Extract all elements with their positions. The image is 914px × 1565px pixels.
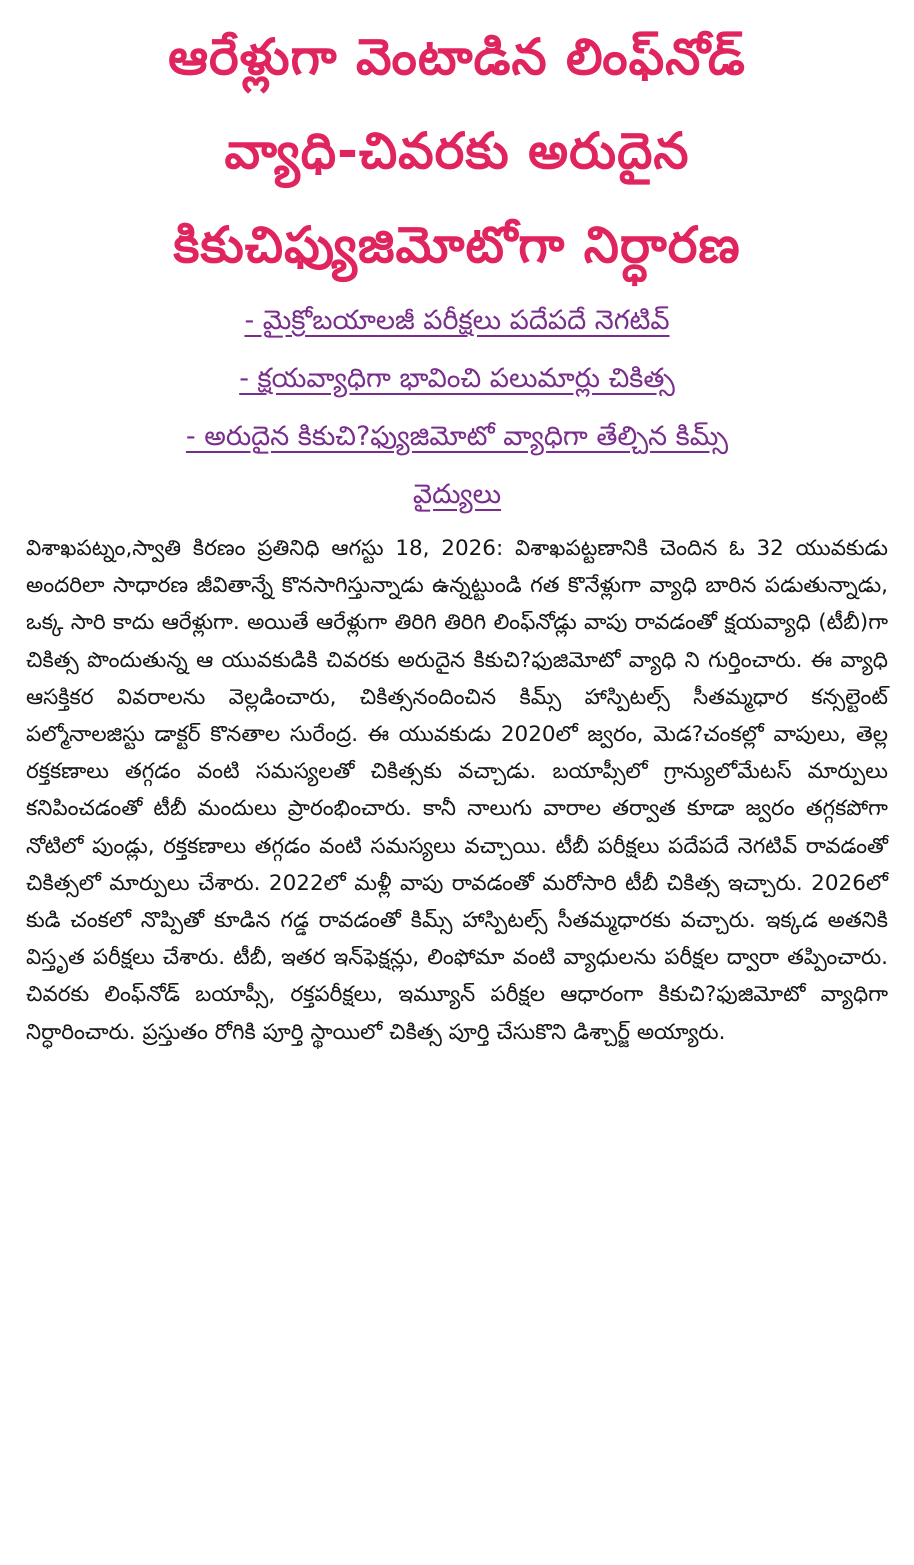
subheading-text: వైద్యులు [412,479,502,510]
subheading-2 [26,350,888,408]
subheading-text: - క్షయవ్యాధిగా భావించి పలుమార్లు చికిత్స [239,363,675,394]
headline-line-1: ఆరేళ్లుగా వెంటాడిన లింఫ్‌నోడ్ [168,28,746,86]
article-body: విశాఖపట్నం,స్వాతి కిరణం ప్రతినిధి ఆగస్టు 18, 2026: విశాఖపట్టణానికి చెందిన ఓ 32 యువకుడు అందరిలా సాధారణ జీవితాన్నే కొనసాగిస్తున్నాడు ఉన్నట్టుండి గత కొనేళ్లుగా వ్యాధి బారిన పడుతున్నాడు, ఒక్క సారి కాదు ఆరేళ్లుగా. అయితే ఆరేళ్లుగా తిరిగి తిరిగి లింఫ్‌నోడ్లు వాపు రావడంతో క్షయవ్యాధి (టీబీ)గా చికిత్స పొందుతున్న ఆ యువకుడికి చివరకు అరుదైన కికుచి?ఫుజిమోటో వ్యాధి ని గుర్తించారు. ఈ వ్యాధి ఆసక్తికర వివరాలను వెల్లడించారు, చికిత్సనందించిన కిమ్స్ హాస్పిటల్స్ సీతమ్మధార కన్సల్టెంట్ పల్మోనాలజిస్టు డాక్టర్ కొనతాల సురేంద్ర. ఈ యువకుడు 2020లో జ్వరం, మెడ?చంకల్లో వాపులు, తెల్ల రక్తకణాలు తగ్గడం వంటి సమస్యలతో చికిత్సకు వచ్చాడు. బయాప్సీలో గ్రాన్యులోమేటస్ మార్పులు కనిపించడంతో టీబీ మందులు ప్రారంభించారు. కానీ నాలుగు వారాల తర్వాత కూడా జ్వరం తగ్గకపోగా నోటిలో పుండ్లు, రక్తకణాలు తగ్గడం వంటి సమస్యలు వచ్చాయి. టీబీ పరీక్షలు పదేపదే నెగటివ్ రావడంతో చికిత్సలో మార్పులు చేశారు. 2022లో మళ్లీ వాపు రావడంతో మరోసారి టీబీ చికిత్స ఇచ్చారు. 2026లో కుడి చంకలో నొప్పితో కూడిన గడ్డ రావడంతో కిమ్స్ హాస్పిటల్స్ సీతమ్మధారకు వచ్చారు. ఇక్కడ అతనికి విస్తృత పరీక్షలు చేశారు. టీబీ, ఇతర ఇన్‌ఫెక్షన్లు, లింఫోమా వంటి వ్యాధులను పరీక్షల ద్వారా తప్పించారు. చివరకు లింఫ్‌నోడ్ బయాప్సీ, రక్తపరీక్షలు, ఇమ్యూన్ పరీక్షల ఆధారంగా కికుచి?ఫుజిమోటో వ్యాధిగా నిర్ధారించారు. ప్రస్తుతం రోగికి పూర్తి స్థాయిలో చికిత్స పూర్తి చేసుకొని డిశ్చార్జ్ అయ్యారు. [26,536,888,1045]
headline-line-2: వ్యాధి-చివరకు అరుదైన [224,122,690,180]
subheading-4 [26,466,888,524]
subheading-text: - అరుదైన కికుచి?ఫ్యుజిమోటో వ్యాధిగా తేల్చిన కిమ్స్ [185,421,729,452]
headline [26,0,888,292]
subheading-1 [26,292,888,350]
subheadings [26,292,888,524]
subheading-3 [26,408,888,466]
subheading-text: - మైక్రోబయాలజీ పరీక్షలు పదేపదే నెగటివ్ [244,305,670,336]
headline-line-3: కికుచిఫ్యుజిమోటోగా నిర్ధారణ [173,216,741,274]
